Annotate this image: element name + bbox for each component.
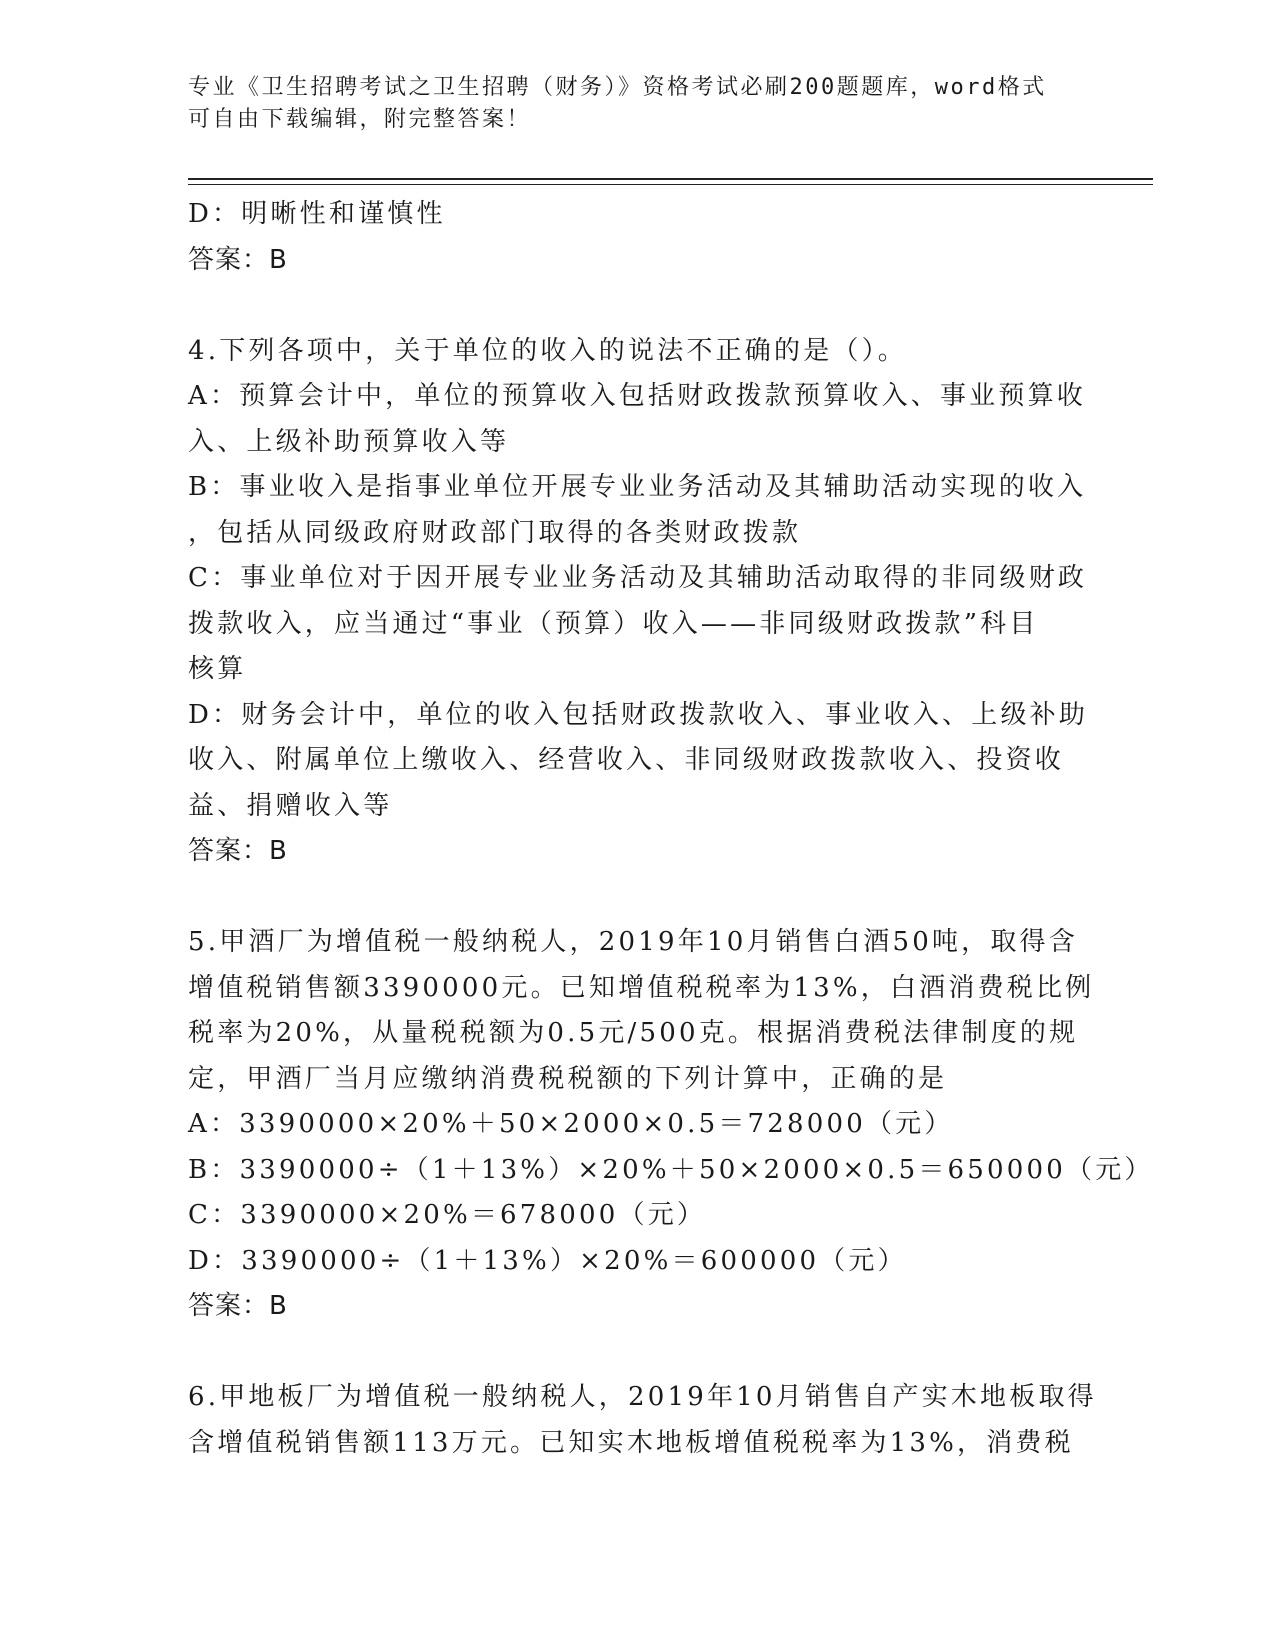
q6-stem-line-1: 6.甲地板厂为增值税一般纳税人，2019年10月销售自产实木地板取得 [188,1382,1097,1412]
q4-option-b-line-1: B：事业收入是指事业单位开展专业业务活动及其辅助活动实现的收入 [188,472,1087,502]
q5-option-b: B：3390000÷（1＋13%）×20%＋50×2000×0.5＝650000（元） [188,1154,1154,1185]
header-line-1: 专业《卫生招聘考试之卫生招聘（财务）》资格考试必刷200题题库，word格式 [188,75,1047,100]
question-content [188,192,1154,1466]
q6-stem-line-2: 含增值税销售额113万元。已知实木地板增值税税率为13%，消费税 [188,1427,1074,1458]
header-rule-thin [188,184,1153,185]
q5-option-c: C：3390000×20%＝678000（元） [188,1200,707,1230]
q4-option-a-line-1: A：预算会计中，单位的预算收入包括财政拨款预算收入、事业预算收 [188,381,1086,411]
q5-stem-line-3: 税率为20%，从量税税额为0.5元/500克。根据消费税法律制度的规 [188,1018,1079,1048]
q4-option-d-line-3: 益、捐赠收入等 [188,790,393,821]
q5-stem-line-1: 5.甲酒厂为增值税一般纳税人，2019年10月销售白酒50吨，取得含 [188,927,1078,957]
q4-option-d-line-2: 收入、附属单位上缴收入、经营收入、非同级财政拨款收入、投资收 [188,745,1065,775]
spacer [188,283,1078,329]
q5-stem-line-4: 定，甲酒厂当月应缴纳消费税税额的下列计算中，正确的是 [188,1063,948,1094]
q4-option-c-line-1: C：事业单位对于因开展专业业务活动及其辅助活动取得的非同级财政 [188,563,1088,593]
q4-answer: 答案：B [188,836,288,866]
header-rule-thick [188,178,1153,180]
q3-option-d: D：明晰性和谨慎性 [188,199,446,229]
q3-answer: 答案：B [188,244,288,275]
q5-stem-line-2: 增值税销售额3390000元。已知增值税税率为13%，白酒消费税比例 [188,972,1095,1003]
spacer [188,1330,1078,1376]
q4-option-a-line-2: 入、上级补助预算收入等 [188,426,510,457]
header-line-2: 可自由下载编辑，附完整答案！ [188,107,532,132]
page-header [188,72,1068,136]
q4-option-c-line-3: 核算 [188,654,247,684]
q4-option-b-line-2: ，包括从同级政府财政部门取得的各类财政拨款 [188,517,802,548]
q5-option-d: D：3390000÷（1＋13%）×20%＝600000（元） [188,1245,907,1276]
q4-option-d-line-1: D：财务会计中，单位的收入包括财政拨款收入、事业收入、上级补助 [188,699,1089,730]
q4-option-c-line-2: 拨款收入，应当通过“事业（预算）收入——非同级财政拨款”科目 [188,608,1039,639]
q5-option-a: A：3390000×20%＋50×2000×0.5＝728000（元） [188,1109,954,1139]
q4-stem: 4.下列各项中，关于单位的收入的说法不正确的是（）。 [188,335,908,366]
q5-answer: 答案：B [188,1291,288,1321]
spacer [188,875,1078,921]
